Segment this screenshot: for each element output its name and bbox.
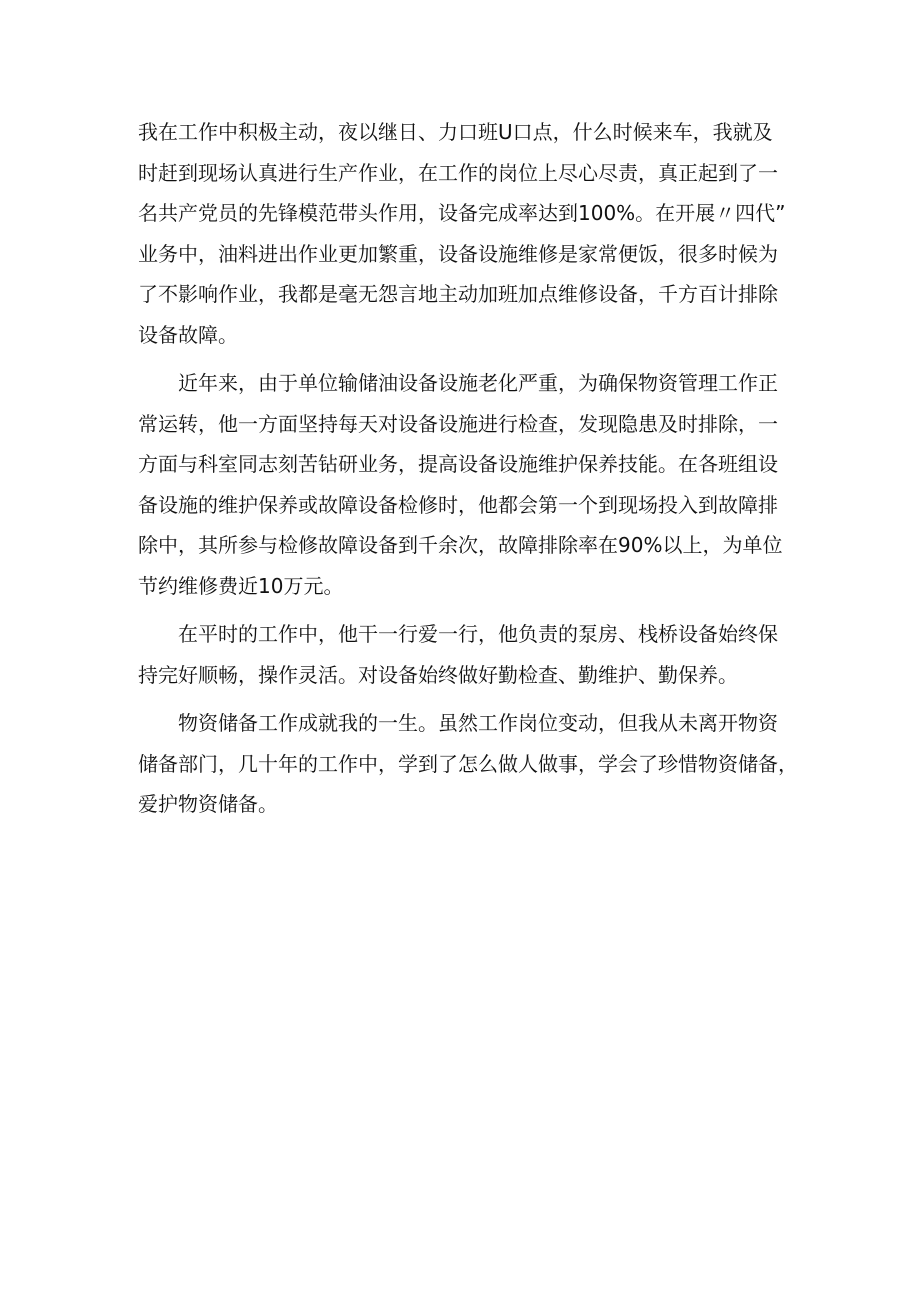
paragraph-1-line-3: 名共产党员的先锋模范带头作用，设备完成率达到100%。在开展〃四代” <box>138 201 786 225</box>
paragraph-2-line-3: 方面与科室同志刻苦钻研业务，提高设备设施维护保养技能。在各班组设 <box>138 452 778 476</box>
paragraph-2-line-4: 备设施的维护保养或故障设备检修时，他都会第一个到现场投入到故障排 <box>138 492 778 517</box>
paragraph-3-line-1: 在平时的工作中，他干一行爱一行，他负责的泵房、栈桥设备始终保 <box>178 622 778 646</box>
paragraph-4 <box>138 703 798 825</box>
paragraph-gap <box>138 355 786 363</box>
paragraph-2-line-1: 近年来，由于单位输储油设备设施老化严重，为确保物资管理工作正 <box>178 371 778 395</box>
paragraph-2-line-6: 节约维修费近10万元。 <box>138 573 344 598</box>
paragraph-1-line-6: 设备故障。 <box>138 322 238 347</box>
paragraph-3-line-2: 持完好顺畅，操作灵活。对设备始终做好勤检查、勤维护、勤保养。 <box>138 662 738 687</box>
document-body <box>138 112 798 825</box>
paragraph-2-line-5: 除中，其所参与检修故障设备到千余次，故障排除率在90%以上，为单位 <box>138 533 783 557</box>
paragraph-1-line-1: 我在工作中积极主动，夜以继日、力口班U口点，什么时候来车，我就及 <box>138 120 773 144</box>
paragraph-3 <box>138 614 786 695</box>
paragraph-2-line-2: 常运转，他一方面坚持每天对设备设施进行检查，发现隐患及时排除，一 <box>138 411 778 436</box>
paragraph-1-line-2: 时赶到现场认真进行生产作业，在工作的岗位上尽心尽责，真正起到了一 <box>138 160 778 185</box>
paragraph-gap <box>138 695 786 703</box>
paragraph-4-line-3: 爱护物资储备。 <box>138 792 278 816</box>
paragraph-4-line-1: 物资储备工作成就我的一生。虽然工作岗位变动，但我从未离开物资 <box>178 711 778 735</box>
paragraph-2 <box>138 363 786 606</box>
paragraph-1-line-4: 业务中，油料进出作业更加繁重，设备设施维修是家常便饭，很多时候为 <box>138 241 778 266</box>
paragraph-1-line-5: 了不影响作业，我都是毫无怨言地主动加班加点维修设备，千方百计排除 <box>138 282 778 306</box>
paragraph-1 <box>138 112 786 355</box>
paragraph-4-line-2: 储备部门，几十年的工作中，学到了怎么做人做事，学会了珍惜物资储备， <box>138 751 798 776</box>
paragraph-gap <box>138 606 786 614</box>
